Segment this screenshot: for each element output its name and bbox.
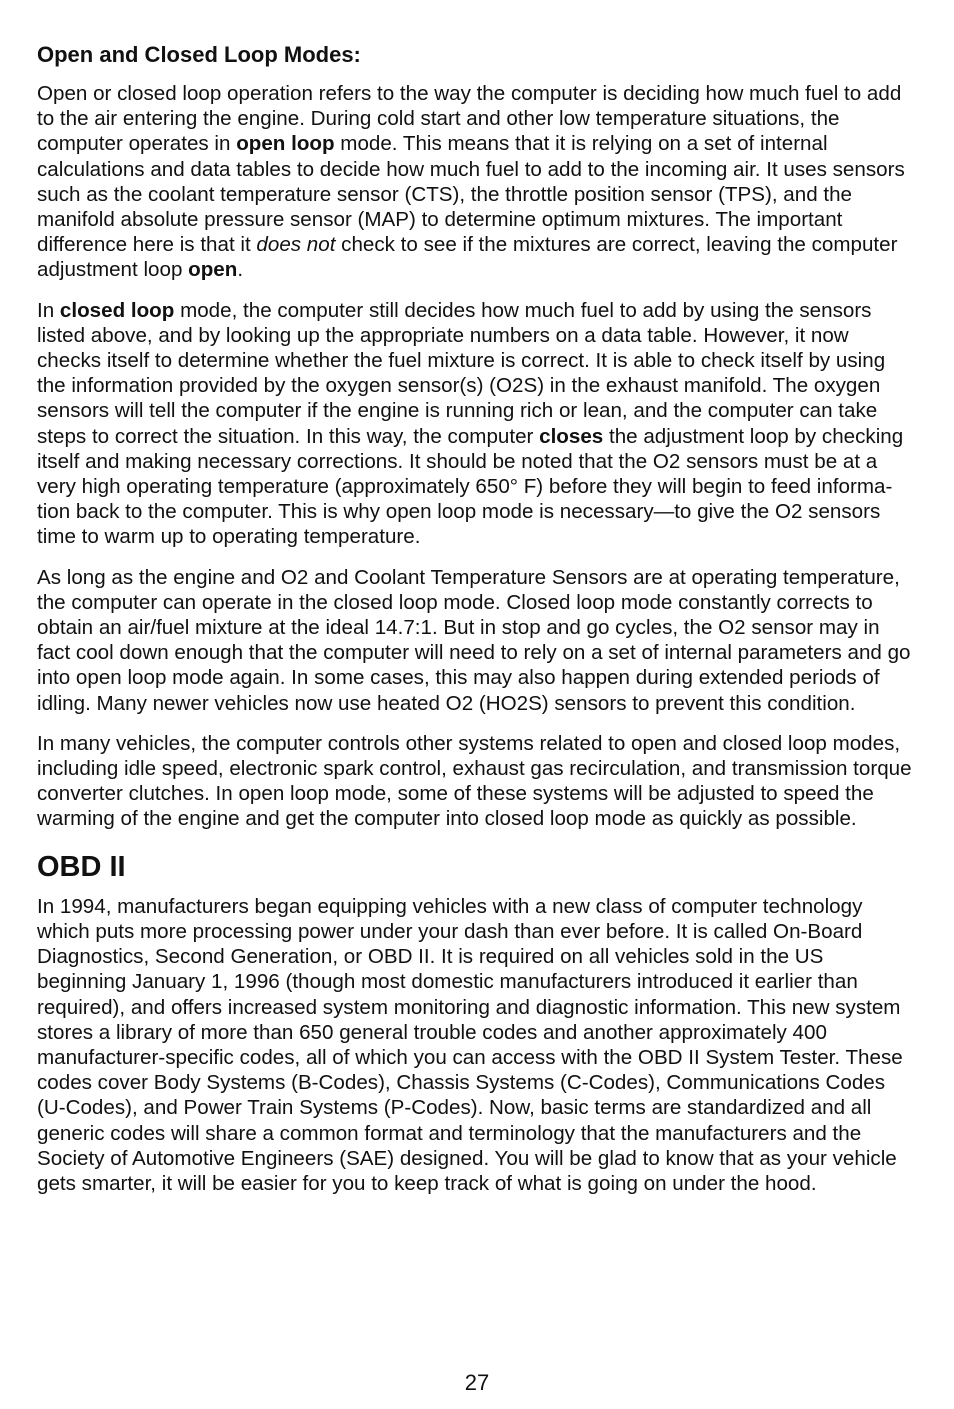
text-span: Open or closed loop operation refers to the way the computer is deciding how much fuel to add to the air entering the engine. During cold start and other low temperature situations, the computer operates in bbox=[37, 82, 902, 156]
text-span: the adjustment loop by checking itself and making necessary corrections. It should be noted that the O2 sensors must be at a very high operating temperature (approximately 650° F) before they will begin to feed information back to the computer. This is why open loop mode is necessary—to give the O2 sensors time to warm up to operating temperature. bbox=[37, 424, 904, 549]
closed-loop-paragraph bbox=[37, 298, 916, 550]
obd-ii-paragraph: In 1994, manufacturers began equipping vehicles with a new class of computer technology which puts more processing power under your dash than ever before. It is called On-Board Diagnostics, Second Generation, or OBD II. It is required on all vehicles sold in the US beginning January 1, 1996 (though most domestic manufacturers introduced it earlier than required), and offers increased system monitoring and diagnostic information. This new system stores a library of more than 650 general trouble codes and another approximately 400 manufacturer-specific codes, all of which you can access with the OBD II System Tester. These codes cover Body Systems (B-Codes), Chassis Systems (C-Codes), Communications Codes (U-Codes), and Power Train Systems (P-Codes). Now, basic terms are standardized and all generic codes will share a common format and terminology that the manufacturers and the Society of Automotive Engineers (SAE) designed. You will be glad to know that as your vehicle gets smarter, it will be easier for you to keep track of what is going on under the hood. bbox=[37, 894, 903, 1195]
operating-temperature-paragraph: As long as the engine and O2 and Coolant Temperature Sensors are at operating temperature, the computer can operate in the closed loop mode. Closed loop mode constantly corrects to obtain an air/fuel mixture at the ideal 14.7:1. But in stop and go cycles, the O2 sensor may in fact cool down enough that the computer will need to rely on a set of internal parameters and go into open loop mode again. In some cases, this may also happen during extended periods of idling. Many newer vehicles now use heated O2 (HO2S) sensors to prevent this condition. bbox=[37, 565, 911, 715]
bold-term-open: open bbox=[188, 258, 238, 282]
open-loop-paragraph bbox=[37, 81, 916, 283]
page-number: 27 bbox=[464, 1370, 490, 1395]
open-closed-loop-heading: Open and Closed Loop Modes: bbox=[37, 42, 361, 67]
text-span: . bbox=[237, 258, 244, 282]
text-span: mode. This means that it is relying on a set of internal calculations and data tables to decide how much fuel to add to the incoming air. It uses sensors such as the coolant temperature sensor (CTS), the throttle position sensor (TPS), and the manifold absolute pressure sensor (MAP) to determine optimum mixtures. The important difference here is that it bbox=[37, 132, 905, 257]
bold-term-closes: closes bbox=[539, 424, 604, 448]
text-span: check to see if the mixtures are correct, leaving the computer adjustment loop bbox=[37, 233, 898, 282]
text-span: mode, the computer still decides how much fuel to add by using the sensors listed above, and by looking up the appropriate numbers on a data table. However, it now checks itself to determine whether the fuel mixture is correct. It is able to check itself by using the information provided by the oxygen sensor(s) (O2S) in the exhaust manifold. The oxygen sensors will tell the computer if the engine is running rich or lean, and the computer can take steps to correct the situation. In this way, the computer bbox=[37, 298, 886, 448]
text-span: In bbox=[37, 298, 60, 322]
bold-term-closed-loop: closed loop bbox=[59, 298, 175, 322]
related-systems-paragraph: In many vehicles, the computer controls other systems related to open and closed loop modes, including idle speed, electronic spark control, exhaust gas recirculation, and transmission torque converter clutches. In open loop mode, some of these systems will be adjusted to speed the warming of the engine and get the computer into closed loop mode as quickly as possible. bbox=[37, 731, 912, 831]
bold-term-open-loop: open loop bbox=[236, 132, 335, 156]
italic-term-does-not: does not bbox=[256, 233, 336, 257]
obd-ii-heading: OBD II bbox=[37, 850, 126, 883]
